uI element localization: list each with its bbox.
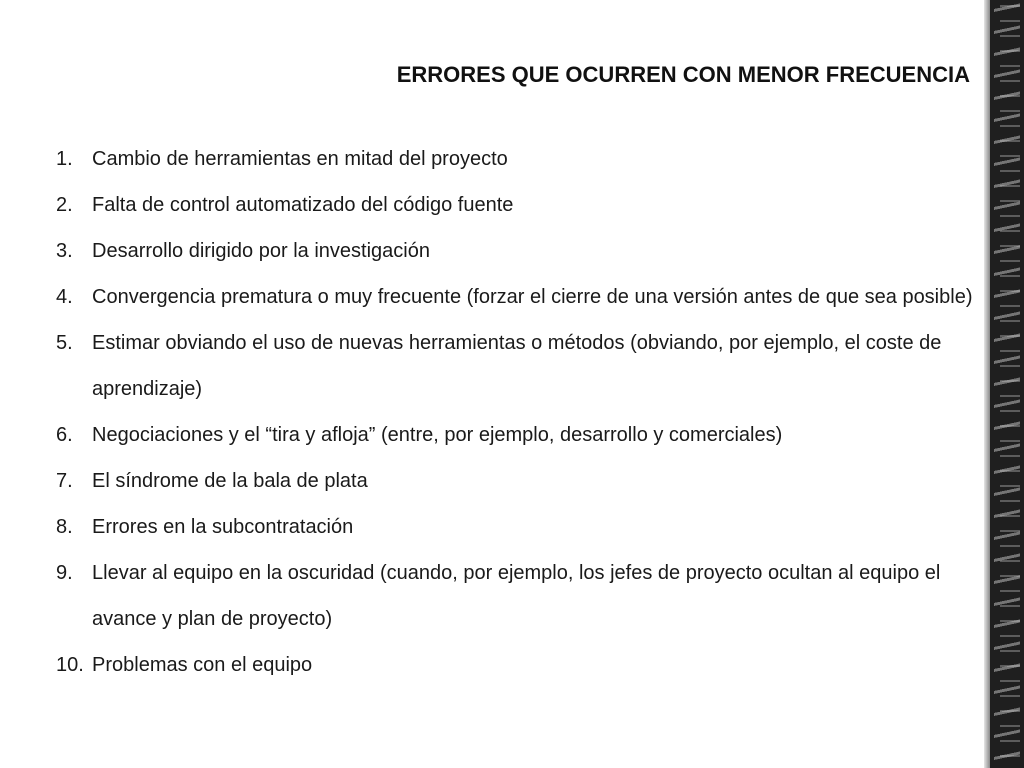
list-item-text: Errores en la subcontratación (92, 516, 354, 538)
list-item (56, 182, 976, 228)
list-item-text: Cambio de herramientas en mitad del proyecto (92, 148, 508, 170)
error-list (56, 136, 976, 688)
side-bar-shade (984, 0, 990, 768)
list-item-text: El síndrome de la bala de plata (92, 470, 368, 492)
slide-title: ERRORES QUE OCURREN CON MENOR FRECUENCIA (396, 62, 970, 87)
list-item-number: 8. (56, 516, 73, 538)
list-item-number: 3. (56, 240, 73, 262)
list-item-number: 1. (56, 148, 73, 170)
list-item (56, 274, 976, 320)
list-item (56, 642, 976, 688)
list-item (56, 320, 976, 412)
list-item-text: Negociaciones y el “tira y afloja” (entre, por ejemplo, desarrollo y comerciales) (92, 424, 783, 446)
list-item (56, 550, 976, 642)
side-bar-stripes-fine (1000, 0, 1020, 768)
list-item-text: Problemas con el equipo (92, 654, 313, 676)
list-item (56, 412, 976, 458)
list-item-text: Llevar al equipo en la oscuridad (cuando, por ejemplo, los jefes de proyecto ocultan al equipo el avance y plan de proyecto) (92, 562, 941, 630)
list-item-number: 4. (56, 286, 73, 308)
list-item-number: 5. (56, 332, 73, 354)
list-item (56, 458, 976, 504)
list-item-number: 9. (56, 562, 73, 584)
decorative-side-bar (984, 0, 1024, 768)
list-item-number: 7. (56, 470, 73, 492)
list-item-text: Desarrollo dirigido por la investigación (92, 240, 430, 262)
list-item-text: Convergencia prematura o muy frecuente (forzar el cierre de una versión antes de que sea posible) (92, 286, 973, 308)
list-item (56, 228, 976, 274)
list-item-number: 10. (56, 654, 84, 676)
list-item (56, 504, 976, 550)
list-item-text: Estimar obviando el uso de nuevas herramientas o métodos (obviando, por ejemplo, el coste de aprendizaje) (92, 332, 942, 400)
list-item (56, 136, 976, 182)
list-item-text: Falta de control automatizado del código fuente (92, 194, 514, 216)
list-item-number: 2. (56, 194, 73, 216)
list-item-number: 6. (56, 424, 73, 446)
